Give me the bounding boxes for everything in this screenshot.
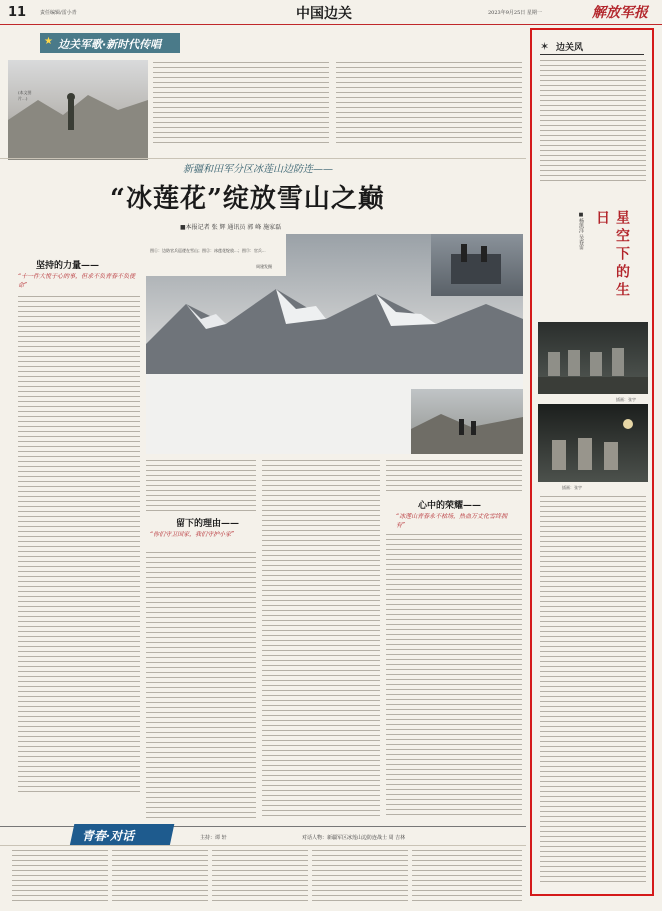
dialogue-tag xyxy=(70,824,175,846)
dialogue-col-5 xyxy=(412,850,522,905)
page-number: 11 xyxy=(8,5,27,20)
dialogue-col-1 xyxy=(12,850,108,905)
subhead-2: 留下的理由—— xyxy=(176,519,240,529)
masthead-logo: 解放军报 xyxy=(592,5,648,21)
column-rule xyxy=(540,54,644,55)
sidebar-photo-2-caption: 插画：张宇 xyxy=(562,485,582,490)
sidebar-photo-1 xyxy=(538,322,648,394)
subhead-1-quote: “十一件大悦于心的事，但求不负青春不负使命” xyxy=(18,273,136,289)
sidebar-byline: ■杨凯洋 吴春雷 xyxy=(578,212,584,250)
subhead-1: 坚持的力量—— xyxy=(36,261,100,271)
article-column-4b xyxy=(386,534,522,822)
article-column-1 xyxy=(18,296,140,816)
photo-caption: 图①：边防官兵巡逻在雪山；图②：冰莲花绽放...；图③：官兵... xyxy=(150,248,266,253)
star-icon: ★ xyxy=(44,36,53,47)
divider xyxy=(0,158,526,159)
intro-text-column-1 xyxy=(153,62,329,157)
sidebar-column xyxy=(530,28,654,896)
editor-credit: 责任编辑/雷小青 xyxy=(40,10,77,16)
column-name: 边关风 xyxy=(556,43,584,53)
dialogue-guest: 对话人物：新疆军区冰莲山边防连战士 周 吉林 xyxy=(302,835,406,841)
feature-byline: ■本报记者 张 辉 通讯员 郭 峰 施家磊 xyxy=(180,224,282,231)
dialogue-col-2 xyxy=(112,850,208,905)
intro-text-column-2 xyxy=(336,62,522,157)
feature-kicker: 新疆和田军分区冰莲山边防连—— xyxy=(183,164,333,175)
photo-illustration xyxy=(8,60,148,160)
sidebar-photo-2 xyxy=(538,404,648,482)
page-header xyxy=(0,0,662,25)
article-column-2b xyxy=(146,552,256,822)
section-banner xyxy=(40,33,180,53)
photo-caption: (本文图片...) xyxy=(18,90,32,101)
inset-photo-2 xyxy=(411,389,523,454)
feature-headline: “冰莲花”绽放雪山之巅 xyxy=(110,184,385,214)
article-column-2a xyxy=(146,460,256,515)
article-column-4a xyxy=(386,460,522,496)
main-photo xyxy=(146,234,523,454)
sidebar-title: 星空下的生日 xyxy=(594,210,630,300)
inset-photo-1 xyxy=(431,234,523,296)
photographer-credit: 周建发摄 xyxy=(256,264,272,269)
sidebar-photo-1-caption: 插画：张宇 xyxy=(616,397,636,402)
dialogue-col-3 xyxy=(212,850,308,905)
dialogue-tag-label: 青春·对话 xyxy=(81,829,135,843)
article-column-3 xyxy=(262,460,380,822)
subhead-3: 心中的荣耀—— xyxy=(418,501,482,511)
subhead-2-quote: “你们守卫国家，我们守护小家” xyxy=(150,531,235,538)
sidebar-text-1 xyxy=(540,60,646,188)
column-logo-icon: ✶ xyxy=(540,40,550,53)
caption-box xyxy=(146,234,286,276)
issue-date: 2023年9月25日 星期一 xyxy=(488,10,542,16)
bottom-divider-2 xyxy=(0,845,526,846)
subhead-3-quote: “冰莲山青春永不枯场，热血万丈化雪终拥有” xyxy=(396,513,508,529)
sidebar-text-2 xyxy=(540,496,646,890)
dialogue-host: 主持：谭 轩 xyxy=(200,835,227,841)
top-left-photo xyxy=(8,60,148,160)
dialogue-col-4 xyxy=(312,850,408,905)
page-name: 中国边关 xyxy=(296,6,352,22)
section-banner-title: 边关军歌·新时代传唱 xyxy=(58,38,162,51)
